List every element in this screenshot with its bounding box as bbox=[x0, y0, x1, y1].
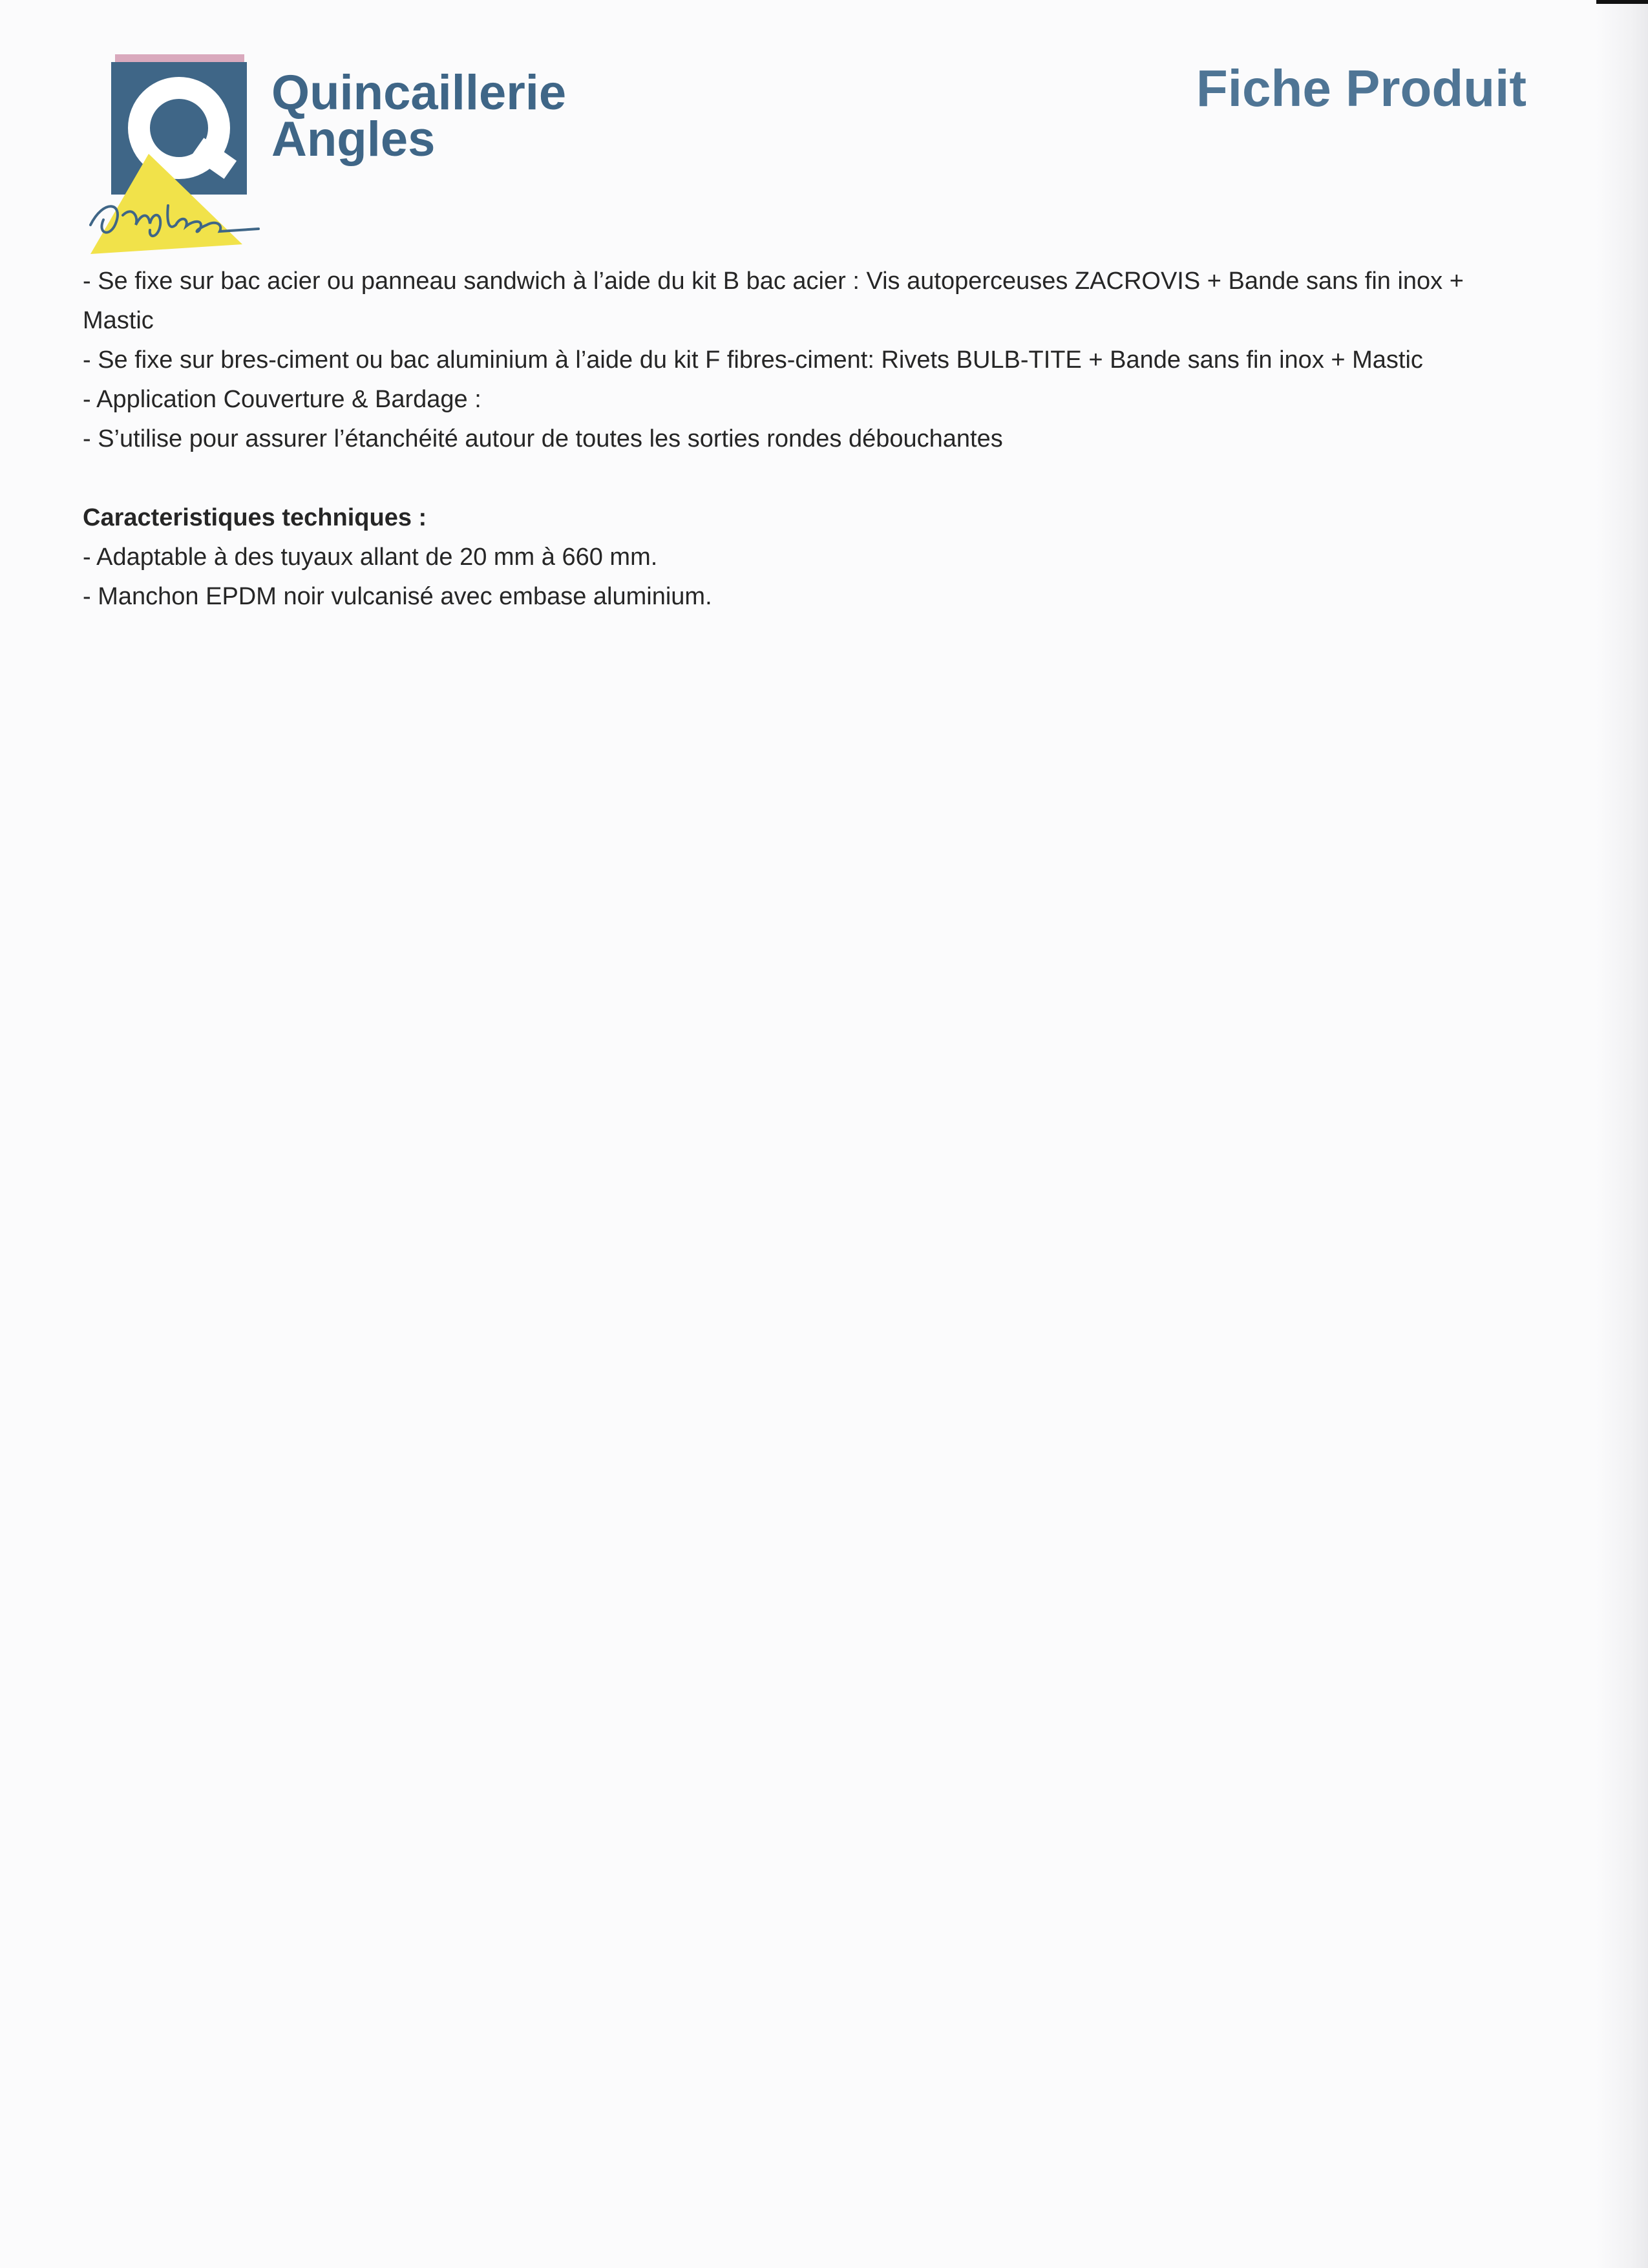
specs-heading: Caracteristiques techniques : bbox=[83, 504, 427, 531]
description-line: - S’utilise pour assurer l’étanchéité autour de toutes les sorties rondes débouchantes bbox=[83, 425, 1003, 452]
spec-item: - Adaptable à des tuyaux allant de 20 mm à 660 mm. bbox=[83, 544, 658, 571]
page-title: Fiche Produit bbox=[1196, 59, 1527, 117]
company-name bbox=[271, 65, 567, 167]
company-name-line1: Quincaillerie bbox=[271, 65, 567, 120]
scan-edge-mark bbox=[1596, 0, 1648, 4]
spec-item: - Manchon EPDM noir vulcanisé avec embase aluminium. bbox=[83, 583, 712, 610]
description-line: - Application Couverture & Bardage : bbox=[83, 386, 481, 413]
logo-q-icon bbox=[78, 50, 271, 257]
product-description bbox=[83, 262, 1524, 617]
description-line: - Se fixe sur bac acier ou panneau sandwich à l’aide du kit B bac acier : Vis autoperceuses ZACROVIS + Bande sans fin inox + Mastic bbox=[83, 268, 1464, 334]
company-name-line2: Angles bbox=[271, 112, 436, 167]
description-line: - Se fixe sur bres-ciment ou bac aluminium à l’aide du kit F fibres-ciment: Rivets BULB-TITE + Bande sans fin inox + Mastic bbox=[83, 346, 1423, 374]
scan-edge bbox=[1596, 0, 1648, 2268]
company-logo bbox=[78, 50, 659, 257]
section-spacer bbox=[83, 459, 1524, 498]
